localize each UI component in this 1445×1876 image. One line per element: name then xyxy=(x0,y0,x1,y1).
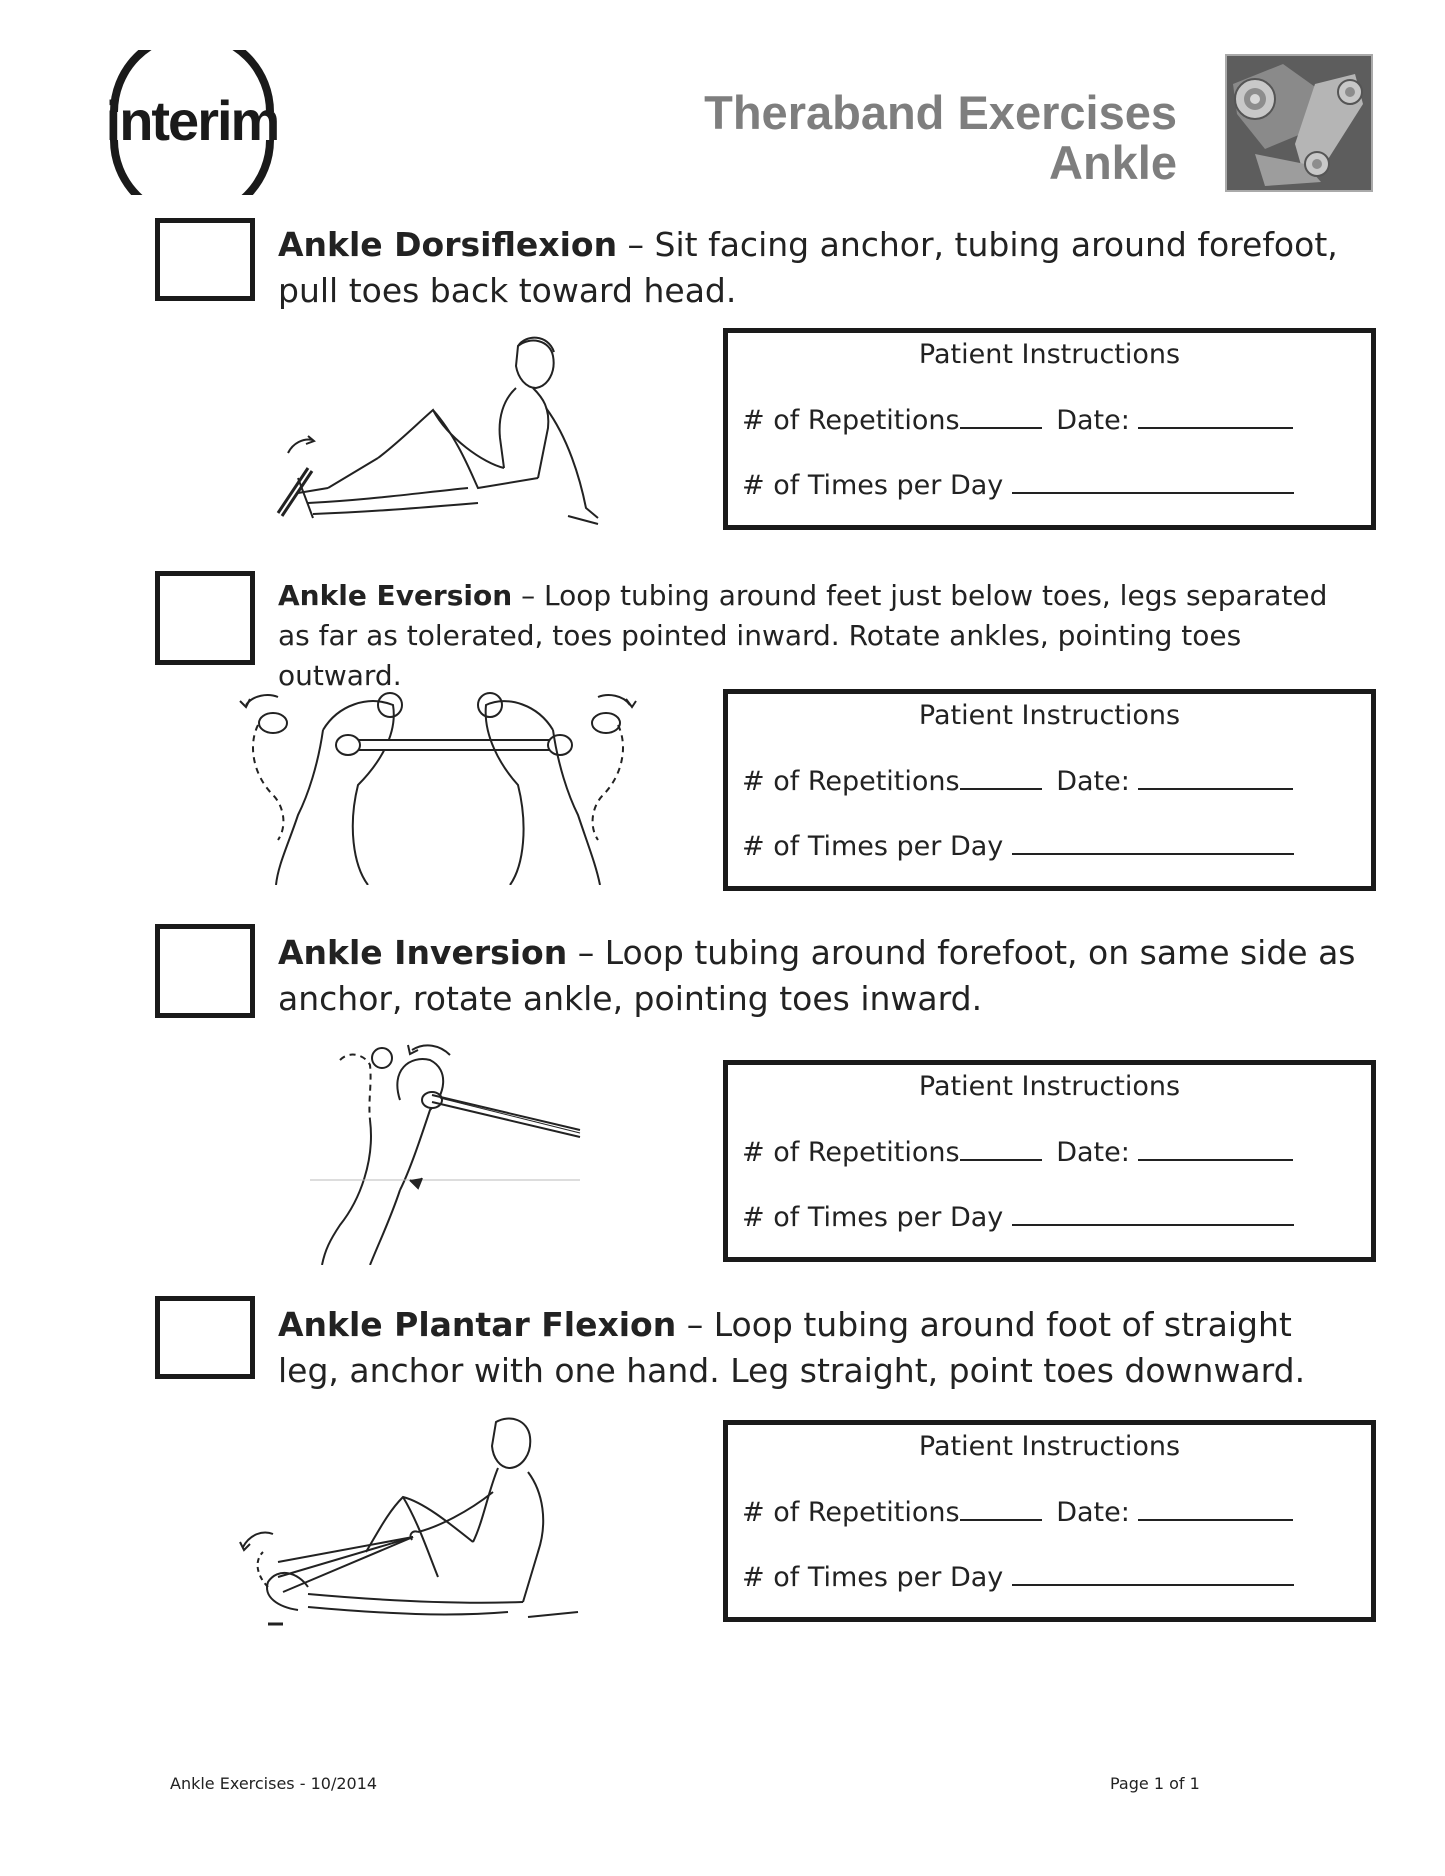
times-per-day-label: # of Times per Day xyxy=(742,470,1004,501)
date-label: Date: xyxy=(1056,766,1130,797)
times-per-day-label: # of Times per Day xyxy=(742,1202,1004,1233)
times-per-day-row xyxy=(742,1560,1294,1593)
exercise-checkbox[interactable] xyxy=(155,218,255,301)
exercise-name: Ankle Eversion xyxy=(278,579,513,612)
date-label: Date: xyxy=(1056,1137,1130,1168)
date-label: Date: xyxy=(1056,405,1130,436)
exercise-description xyxy=(278,222,1358,314)
exercise-name: Ankle Dorsiflexion xyxy=(278,225,618,264)
times-per-day-label: # of Times per Day xyxy=(742,831,1004,862)
repetitions-field[interactable] xyxy=(960,1495,1042,1521)
instructions-title: Patient Instructions xyxy=(918,700,1181,731)
times-per-day-field[interactable] xyxy=(1012,1560,1294,1586)
title-line-2: Ankle xyxy=(1049,136,1177,189)
exercise-checkbox[interactable] xyxy=(155,571,255,665)
footer-page-number: Page 1 of 1 xyxy=(1110,1774,1200,1793)
exercise-description xyxy=(278,930,1358,1022)
patient-instructions-box xyxy=(723,1420,1376,1622)
exercise-name: Ankle Inversion xyxy=(278,933,568,972)
page-title xyxy=(704,88,1177,188)
exercise-name: Ankle Plantar Flexion xyxy=(278,1305,677,1344)
repetitions-field[interactable] xyxy=(960,764,1042,790)
repetitions-label: # of Repetitions xyxy=(742,405,960,436)
date-field[interactable] xyxy=(1138,403,1293,429)
times-per-day-row xyxy=(742,829,1294,862)
times-per-day-label: # of Times per Day xyxy=(742,1562,1004,1593)
repetitions-row xyxy=(742,1135,1293,1168)
repetitions-field[interactable] xyxy=(960,1135,1042,1161)
logo-wordmark: interim xyxy=(105,89,279,152)
patient-instructions-box xyxy=(723,1060,1376,1262)
exercise-instructions: – Loop tubing around foot of straight leg, anchor with one hand. Leg straight, point toes downward. xyxy=(278,1305,1306,1390)
instructions-title: Patient Instructions xyxy=(918,339,1181,370)
repetitions-row xyxy=(742,764,1293,797)
exercise-checkbox[interactable] xyxy=(155,1296,255,1379)
repetitions-label: # of Repetitions xyxy=(742,766,960,797)
patient-instructions-box xyxy=(723,689,1376,891)
exercise-instructions: – Sit facing anchor, tubing around forefoot, pull toes back toward head. xyxy=(278,225,1338,310)
plantar-flexion-illustration xyxy=(238,1412,598,1627)
exercise-instructions: – Loop tubing around feet just below toes, legs separated as far as tolerated, toes pointed inward. Rotate ankles, pointing toes outward. xyxy=(278,579,1328,692)
times-per-day-field[interactable] xyxy=(1012,829,1294,855)
repetitions-label: # of Repetitions xyxy=(742,1497,960,1528)
date-field[interactable] xyxy=(1138,764,1293,790)
interim-logo xyxy=(92,50,292,195)
dorsiflexion-illustration xyxy=(268,328,618,533)
date-label: Date: xyxy=(1056,1497,1130,1528)
times-per-day-row xyxy=(742,468,1294,501)
times-per-day-row xyxy=(742,1200,1294,1233)
date-field[interactable] xyxy=(1138,1495,1293,1521)
times-per-day-field[interactable] xyxy=(1012,1200,1294,1226)
exercise-instructions: – Loop tubing around forefoot, on same side as anchor, rotate ankle, pointing toes inward. xyxy=(278,933,1356,1018)
exercise-description xyxy=(278,576,1358,696)
exercise-checkbox[interactable] xyxy=(155,924,255,1018)
instructions-title: Patient Instructions xyxy=(918,1431,1181,1462)
repetitions-field[interactable] xyxy=(960,403,1042,429)
times-per-day-field[interactable] xyxy=(1012,468,1294,494)
repetitions-row xyxy=(742,403,1293,436)
instructions-title: Patient Instructions xyxy=(918,1071,1181,1102)
inversion-illustration xyxy=(300,1040,590,1265)
eversion-illustration xyxy=(228,685,648,885)
date-field[interactable] xyxy=(1138,1135,1293,1161)
patient-instructions-box xyxy=(723,328,1376,530)
footer-document-id: Ankle Exercises - 10/2014 xyxy=(170,1774,378,1793)
exercise-description xyxy=(278,1302,1358,1394)
title-line-1: Theraband Exercises xyxy=(704,86,1177,139)
repetitions-row xyxy=(742,1495,1293,1528)
pulley-icon xyxy=(1225,54,1373,192)
repetitions-label: # of Repetitions xyxy=(742,1137,960,1168)
